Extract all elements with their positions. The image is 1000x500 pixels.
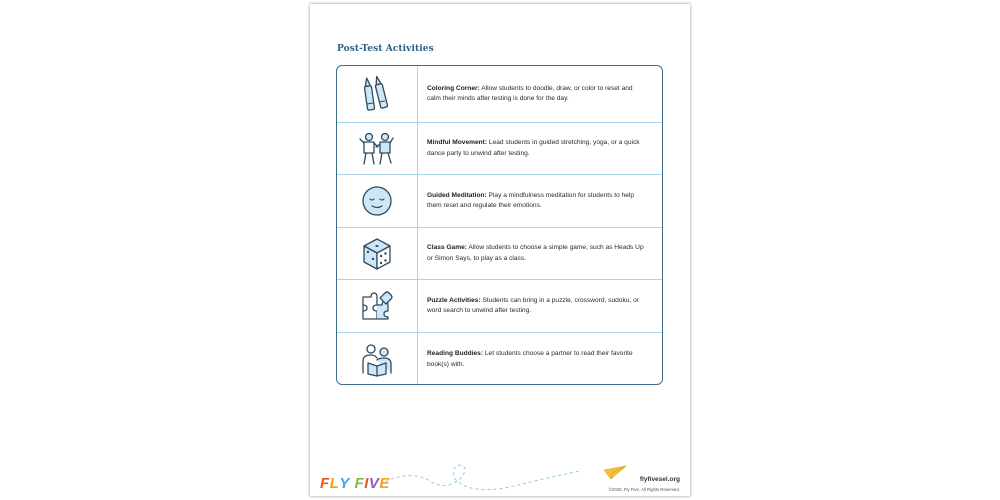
logo-letter: F xyxy=(354,475,365,492)
table-row xyxy=(337,333,662,385)
activities-table xyxy=(336,65,663,385)
activity-description xyxy=(418,228,662,279)
activity-text: Allow students to choose a simple game, such as Heads Up or Simon Says, to play as a class. xyxy=(427,244,644,262)
puzzle-icon-cell xyxy=(337,280,418,332)
table-row xyxy=(337,175,662,228)
activity-text: Let students choose a partner to read their favorite book(s) with. xyxy=(427,350,633,368)
activity-text: Play a mindfulness meditation for students to help them reset and regulate their emotions. xyxy=(427,191,635,209)
dice-icon-cell xyxy=(337,228,418,279)
calm-face-icon-cell xyxy=(337,175,418,227)
puzzle-icon xyxy=(360,289,394,323)
website-link[interactable]: flyfivesel.org xyxy=(639,476,680,483)
activity-text: Lead students in guided stretching, yoga, or a quick dance party to unwind after testing. xyxy=(427,139,640,157)
dice-icon xyxy=(361,237,393,271)
logo-letter: E xyxy=(379,475,390,492)
calm-face-icon xyxy=(361,185,393,217)
crayons-icon-cell xyxy=(337,66,418,122)
activity-name: Reading Buddies: xyxy=(427,350,484,358)
table-row xyxy=(337,123,662,175)
logo-letter: Y xyxy=(339,475,350,492)
activity-text: Students can bring in a puzzle, crossword, sudoku, or word search to unwind after testing. xyxy=(427,296,639,314)
activity-name: Puzzle Activities: xyxy=(427,296,481,304)
activity-description xyxy=(418,175,662,227)
paper-plane-icon xyxy=(603,464,627,480)
table-row xyxy=(337,280,662,333)
logo-letter: I xyxy=(364,475,369,492)
logo-letter: V xyxy=(368,475,380,492)
reading-buddies-icon xyxy=(360,343,394,377)
dancing-people-icon-cell xyxy=(337,123,418,174)
crayons-icon xyxy=(360,74,394,114)
activity-description xyxy=(418,66,662,122)
activity-description xyxy=(418,123,662,174)
activity-name: Guided Meditation: xyxy=(427,191,487,199)
document-page xyxy=(310,4,690,496)
activity-description xyxy=(418,333,662,385)
dancing-people-icon xyxy=(358,131,396,167)
activity-name: Coloring Corner: xyxy=(427,84,480,92)
table-row xyxy=(337,228,662,280)
activity-name: Mindful Movement: xyxy=(427,139,488,147)
activity-name: Class Game: xyxy=(427,244,467,252)
page-title: Post-Test Activities xyxy=(337,44,434,54)
logo-letter: L xyxy=(329,475,340,492)
activity-text: Allow students to doodle, draw, or color to reset and calm their minds after testing is done for the day. xyxy=(427,84,633,102)
logo-letter: F xyxy=(320,475,330,492)
table-row xyxy=(337,66,662,123)
reading-buddies-icon-cell xyxy=(337,333,418,385)
copyright-text: ©2025. Fly Five. All Rights Reserved. xyxy=(608,487,680,492)
fly-five-logo xyxy=(320,475,390,492)
activity-description xyxy=(418,280,662,332)
